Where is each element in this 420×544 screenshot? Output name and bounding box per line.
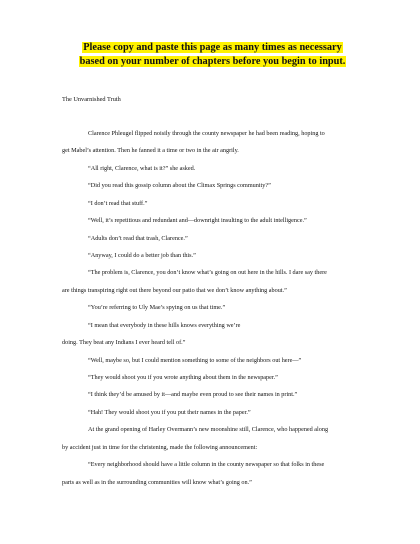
- body-line: Clarence Phleugel flipped noisily through the county newspaper he had been reading, hoping to: [88, 130, 325, 137]
- body-line: “Anyway, I could do a better job than this.”: [88, 252, 196, 259]
- body-line: “I think they’d be amused by it—and maybe even proud to see their names in print.”: [88, 391, 298, 399]
- body-line: At the grand opening of Harley Overmann’s new moonshine still, Clarence, who happened along: [88, 426, 329, 434]
- body-line: get Mabel’s attention. Then he fanned it a time or two in the air angrily.: [62, 147, 239, 155]
- body-line: “Well, maybe so, but I could mention something to some of the neighbors out here—”: [88, 356, 302, 364]
- body-line: “All right, Clarence, what is it?” she asked.: [88, 164, 196, 172]
- banner-line-2: based on your number of chapters before you begin to input.: [79, 56, 346, 67]
- body-line: “I don’t read that stuff.”: [88, 199, 148, 207]
- body-line: “They would shoot you if you wrote anything about them in the newspaper.”: [88, 374, 278, 382]
- body-line: “Well, it’s repetitious and redundant and—downright insulting to the adult intelligence.”: [88, 217, 307, 225]
- body-line: “You’re referring to Uly Mae’s spying on us that time.”: [88, 304, 226, 312]
- chapter-title: The Unvarnished Truth: [62, 96, 121, 103]
- body-line: “Hah! They would shoot you if you put their names in the paper.”: [88, 408, 251, 416]
- body-line: doing. They beat any Indians I ever heard tell of.”: [62, 339, 186, 347]
- body-line: “I mean that everybody in these hills knows everything we’re: [88, 321, 241, 329]
- body-line: by accident just in time for the christening, made the following announcement:: [62, 443, 258, 451]
- body-line: are things transpiring right out there beyond our patio that we don’t know anything about.”: [62, 286, 287, 294]
- body-line: parts as well as in the surrounding communities will know what’s going on.”: [62, 478, 252, 486]
- instruction-banner: [67, 41, 358, 69]
- body-line: “Adults don’t read that trash, Clarence.”: [88, 234, 188, 242]
- banner-line-1: Please copy and paste this page as many times as necessary: [83, 42, 342, 53]
- body-line: “Every neighborhood should have a little column in the county newspaper so that folks in these: [88, 461, 325, 469]
- body-line: “The problem is, Clarence, you don’t know what’s going on out here in the hills. I dare say there: [88, 269, 327, 277]
- body-line: “Did you read this gossip column about the Climax Springs community?”: [88, 182, 271, 190]
